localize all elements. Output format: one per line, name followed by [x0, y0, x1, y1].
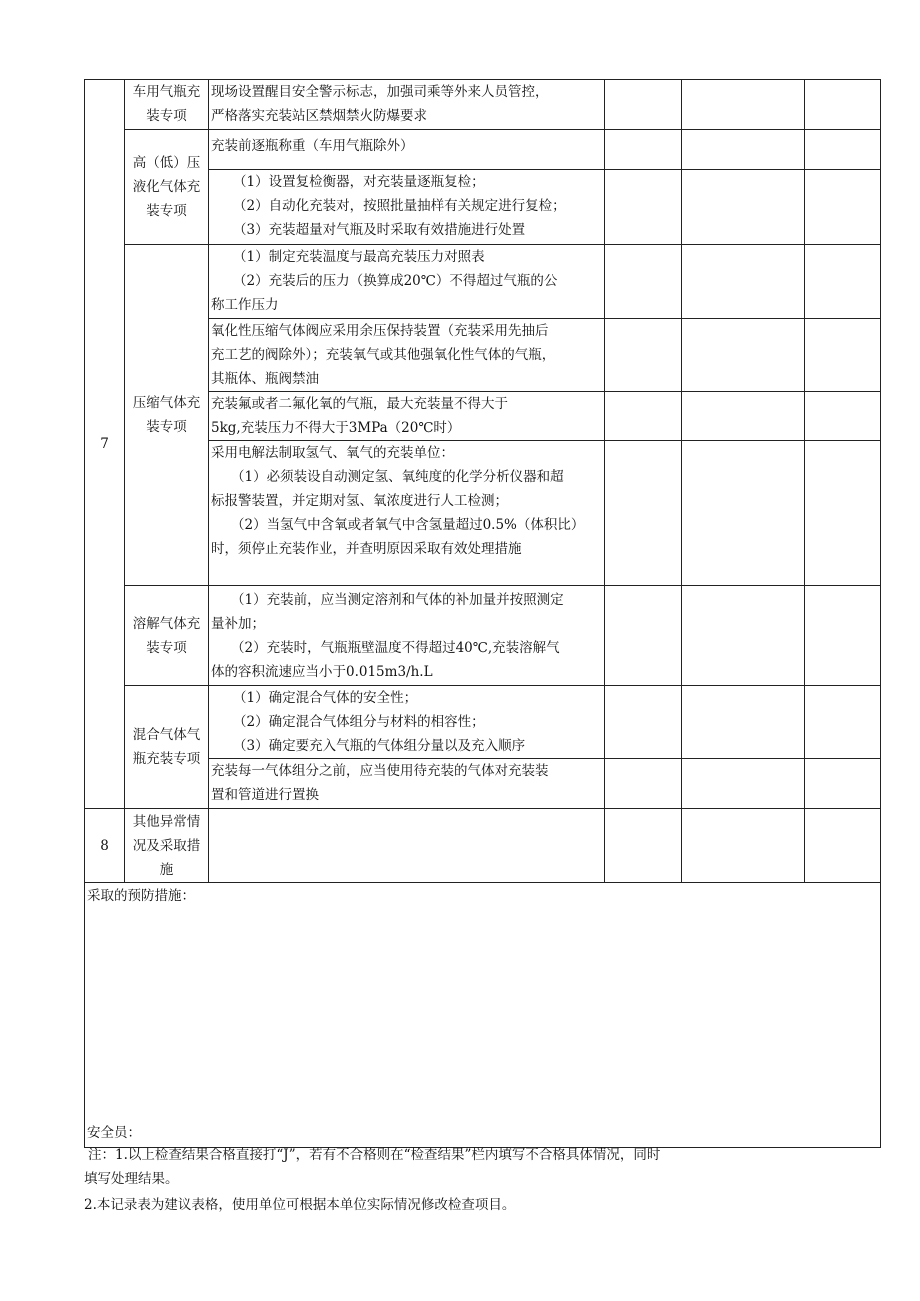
- section-number: 7: [85, 80, 125, 809]
- result-cell[interactable]: [805, 319, 881, 392]
- check-item: （1）充装前，应当测定溶剂和气体的补加量并按照测定 量补加； （2）充装时，气瓶瓶壁温度不得超过40℃,充装溶解气 体的容积流速应当小于0.015m3∕h.L: [209, 586, 605, 686]
- check-item: 充装氟或者二氟化氧的气瓶，最大充装量不得大于 5kg,充装压力不得大于3MPa（20℃时）: [209, 392, 605, 441]
- check-item: 充装每一气体组分之前，应当使用待充装的气体对充装装 置和管道进行置换: [209, 759, 605, 809]
- category-dissolved: 溶解气体充 装专项: [125, 586, 209, 686]
- inspection-table: [84, 79, 881, 1148]
- result-cell[interactable]: [682, 441, 805, 586]
- result-cell[interactable]: [682, 245, 805, 319]
- result-cell[interactable]: [605, 586, 682, 686]
- result-cell[interactable]: [805, 392, 881, 441]
- result-cell[interactable]: [805, 441, 881, 586]
- check-item: （1）制定充装温度与最高充装压力对照表 （2）充装后的压力（换算成20℃）不得超过气瓶的公 称工作压力: [209, 245, 605, 319]
- category-other: 其他异常情 况及采取措 施: [125, 809, 209, 883]
- category-vehicle: 车用气瓶充 装专项: [125, 80, 209, 130]
- safety-officer-label: 安全员：: [87, 1125, 141, 1141]
- result-cell[interactable]: [605, 759, 682, 809]
- result-cell[interactable]: [805, 80, 881, 130]
- result-cell[interactable]: [605, 80, 682, 130]
- result-cell[interactable]: [805, 130, 881, 170]
- table-row: [85, 130, 881, 170]
- result-cell[interactable]: [805, 809, 881, 883]
- prevention-cell[interactable]: [85, 883, 881, 1148]
- result-cell[interactable]: [605, 686, 682, 759]
- result-cell[interactable]: [805, 759, 881, 809]
- result-cell[interactable]: [805, 245, 881, 319]
- result-cell[interactable]: [682, 759, 805, 809]
- check-item: （1）确定混合气体的安全性； （2）确定混合气体组分与材料的相容性； （3）确定要充入气瓶的气体组分量以及充入顺序: [209, 686, 605, 759]
- table-row: [85, 809, 881, 883]
- result-cell[interactable]: [605, 130, 682, 170]
- category-compressed: 压缩气体充 装专项: [125, 245, 209, 586]
- category-liquefied: 高（低）压 液化气体充 装专项: [125, 130, 209, 245]
- result-cell[interactable]: [682, 130, 805, 170]
- result-cell[interactable]: [682, 809, 805, 883]
- section-number: 8: [85, 809, 125, 883]
- result-cell[interactable]: [682, 686, 805, 759]
- result-cell[interactable]: [682, 80, 805, 130]
- note-line-3: 2.本记录表为建议表格，使用单位可根据本单位实际情况修改检查项目。: [84, 1197, 516, 1213]
- check-item: 采用电解法制取氢气、氧气的充装单位： （1）必须装设自动测定氢、氧纯度的化学分析仪器和超 标报警装置，并定期对氢、氧浓度进行人工检测； （2）当氢气中含氧或者氧气中含氢量超过0.5%（体积比） 时，须停止充装作业，并查明原因采取有效处理措施: [209, 441, 605, 586]
- note-line-1: 注：1.以上检查结果合格直接打“J”，若有不合格则在“检查结果”栏内填写不合格具体情况，同时: [88, 1147, 661, 1163]
- note-line-2: 填写处理结果。: [84, 1171, 179, 1187]
- result-cell[interactable]: [605, 441, 682, 586]
- result-cell[interactable]: [805, 686, 881, 759]
- result-cell[interactable]: [682, 170, 805, 245]
- result-cell[interactable]: [605, 392, 682, 441]
- table-row: [85, 586, 881, 686]
- result-cell[interactable]: [605, 170, 682, 245]
- table-row: [85, 245, 881, 319]
- result-cell[interactable]: [682, 586, 805, 686]
- table-row: [85, 80, 881, 130]
- result-cell[interactable]: [805, 170, 881, 245]
- check-item: （1）设置复检衡器，对充装量逐瓶复检； （2）自动化充装对，按照批量抽样有关规定进行复检； （3）充装超量对气瓶及时采取有效措施进行处置: [209, 170, 605, 245]
- check-item: 充装前逐瓶称重（车用气瓶除外）: [209, 130, 605, 170]
- result-cell[interactable]: [605, 245, 682, 319]
- category-mixed: 混合气体气 瓶充装专项: [125, 686, 209, 809]
- table-row: [85, 686, 881, 759]
- check-item: 现场设置醒目安全警示标志，加强司乘等外来人员管控， 严格落实充装站区禁烟禁火防爆要求: [209, 80, 605, 130]
- result-cell[interactable]: [682, 319, 805, 392]
- result-cell[interactable]: [805, 586, 881, 686]
- prevention-label: 采取的预防措施：: [87, 888, 195, 904]
- check-item: 氧化性压缩气体阀应采用余压保持装置（充装采用先抽后 充工艺的阀除外）；充装氧气或其他强氧化性气体的气瓶， 其瓶体、瓶阀禁油: [209, 319, 605, 392]
- table-row: [85, 883, 881, 1148]
- result-cell[interactable]: [605, 319, 682, 392]
- result-cell[interactable]: [682, 392, 805, 441]
- result-cell[interactable]: [605, 809, 682, 883]
- other-measures-cell[interactable]: [209, 809, 605, 883]
